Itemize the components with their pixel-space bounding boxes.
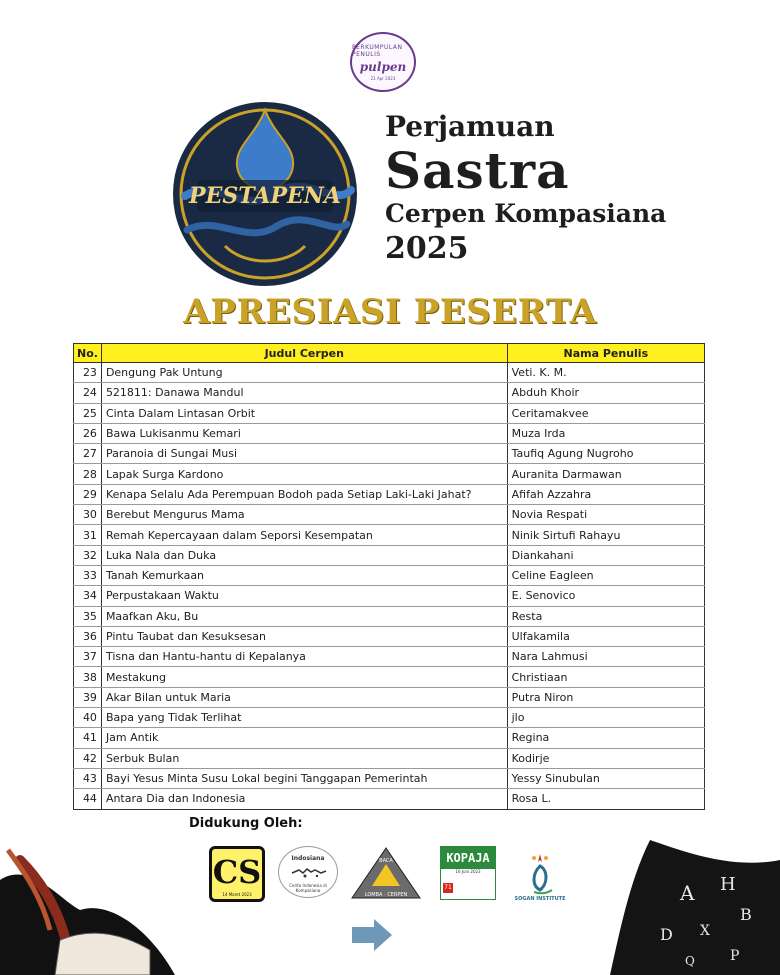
- row-number: 36: [74, 626, 102, 646]
- author-name: Diankahani: [507, 545, 704, 565]
- table-row: [74, 464, 705, 484]
- row-number: 35: [74, 606, 102, 626]
- author-name: Resta: [507, 606, 704, 626]
- author-name: Putra Niron: [507, 687, 704, 707]
- header-title: Judul Cerpen: [101, 344, 507, 363]
- story-title: Bayi Yesus Minta Susu Lokal begini Tanggapan Pemerintah: [101, 768, 507, 788]
- page-heading: APRESIASI PESERTA: [183, 292, 597, 332]
- lomba-cerpen-logo: [350, 846, 422, 900]
- supported-by-label: Didukung Oleh:: [189, 816, 303, 831]
- participants-table: [73, 343, 705, 810]
- author-name: Ninik Sirtufi Rahayu: [507, 525, 704, 545]
- row-number: 26: [74, 423, 102, 443]
- badge-date: 21 Apr 2023: [370, 75, 396, 81]
- author-name: Ulfakamila: [507, 626, 704, 646]
- author-name: Auranita Darmawan: [507, 464, 704, 484]
- table-row: [74, 708, 705, 728]
- pulpen-logo: [350, 32, 416, 92]
- header-no: No.: [74, 344, 102, 363]
- row-number: 31: [74, 525, 102, 545]
- author-name: Ceritamakvee: [507, 403, 704, 423]
- table-row: [74, 403, 705, 423]
- story-title: Kenapa Selalu Ada Perempuan Bodoh pada Setiap Laki-Laki Jahat?: [101, 484, 507, 504]
- event-title: [385, 110, 705, 268]
- story-title: Pintu Taubat dan Kesuksesan: [101, 626, 507, 646]
- author-name: Rosa L.: [507, 789, 704, 809]
- story-title: Cinta Dalam Lintasan Orbit: [101, 403, 507, 423]
- table-body: [74, 363, 705, 810]
- title-line3: Cerpen Kompasiana: [385, 199, 667, 228]
- cs-logo-text: CS: [212, 853, 262, 891]
- title-line1: Perjamuan: [385, 110, 555, 143]
- svg-text:LOMBA · CERPEN: LOMBA · CERPEN: [364, 892, 408, 898]
- sogan-name: SOGAN INSTITUTE: [514, 896, 566, 902]
- table-row: [74, 383, 705, 403]
- cs-logo-caption: 14 Maret 2023: [222, 892, 252, 897]
- table-row: [74, 789, 705, 809]
- story-title: Akar Bilan untuk Maria: [101, 687, 507, 707]
- table-row: [74, 647, 705, 667]
- row-number: 28: [74, 464, 102, 484]
- letters-decoration: [610, 840, 780, 975]
- author-name: Nara Lahmusi: [507, 647, 704, 667]
- story-title: Antara Dia dan Indonesia: [101, 789, 507, 809]
- story-title: Berebut Mengurus Mama: [101, 505, 507, 525]
- row-number: 30: [74, 505, 102, 525]
- row-number: 23: [74, 363, 102, 383]
- table-row: [74, 505, 705, 525]
- table-row: [74, 586, 705, 606]
- row-number: 44: [74, 789, 102, 809]
- svg-text:A: A: [680, 881, 695, 905]
- row-number: 34: [74, 586, 102, 606]
- author-name: Veti. K. M.: [507, 363, 704, 383]
- table-row: [74, 444, 705, 464]
- story-title: Dengung Pak Untung: [101, 363, 507, 383]
- kopaja-name: KOPAJA: [441, 847, 495, 869]
- story-title: Lapak Surga Kardono: [101, 464, 507, 484]
- table-row: [74, 728, 705, 748]
- row-number: 24: [74, 383, 102, 403]
- indonesia-map-icon: [291, 864, 327, 880]
- story-title: Paranoia di Sungai Musi: [101, 444, 507, 464]
- author-name: Regina: [507, 728, 704, 748]
- row-number: 38: [74, 667, 102, 687]
- row-number: 33: [74, 565, 102, 585]
- table-row: [74, 606, 705, 626]
- story-title: Bapa yang Tidak Terlihat: [101, 708, 507, 728]
- table-row: [74, 525, 705, 545]
- badge-arc-text: PERKUMPULAN PENULIS: [352, 43, 403, 58]
- row-number: 27: [74, 444, 102, 464]
- table-row: [74, 423, 705, 443]
- kopaja-badge: 71: [444, 884, 452, 891]
- quill-book-decoration: [0, 840, 175, 975]
- table-row: [74, 687, 705, 707]
- author-name: jlo: [507, 708, 704, 728]
- svg-text:P: P: [730, 948, 740, 964]
- table-row: [74, 565, 705, 585]
- pestapena-emblem: [165, 96, 365, 292]
- row-number: 37: [74, 647, 102, 667]
- author-name: Taufiq Agung Nugroho: [507, 444, 704, 464]
- author-name: Novia Respati: [507, 505, 704, 525]
- svg-text:D: D: [660, 925, 673, 944]
- table-row: [74, 363, 705, 383]
- svg-text:BACA: BACA: [379, 858, 393, 864]
- indosiana-logo: [278, 846, 338, 898]
- author-name: E. Senovico: [507, 586, 704, 606]
- title-line2: Sastra: [385, 141, 570, 200]
- table-row: [74, 768, 705, 788]
- emblem-text: PESTAPENA: [189, 183, 341, 209]
- header-author: Nama Penulis: [507, 344, 704, 363]
- table-row: [74, 667, 705, 687]
- row-number: 40: [74, 708, 102, 728]
- story-title: Maafkan Aku, Bu: [101, 606, 507, 626]
- story-title: 521811: Danawa Mandul: [101, 383, 507, 403]
- story-title: Bawa Lukisanmu Kemari: [101, 423, 507, 443]
- kopaja-logo: [440, 846, 496, 900]
- story-title: Luka Nala dan Duka: [101, 545, 507, 565]
- row-number: 42: [74, 748, 102, 768]
- author-name: Afifah Azzahra: [507, 484, 704, 504]
- table-row: [74, 748, 705, 768]
- story-title: Remah Kepercayaan dalam Seporsi Kesempatan: [101, 525, 507, 545]
- cs-logo: [209, 846, 265, 902]
- badge-name: pulpen: [359, 59, 407, 74]
- row-number: 43: [74, 768, 102, 788]
- indosiana-caption: Cerita Indonesia di Kompasiana: [289, 883, 327, 893]
- svg-text:Q: Q: [685, 954, 695, 968]
- story-title: Mestakung: [101, 667, 507, 687]
- author-name: Christiaan: [507, 667, 704, 687]
- table-row: [74, 545, 705, 565]
- arrow-right-icon: [350, 917, 394, 953]
- story-title: Perpustakaan Waktu: [101, 586, 507, 606]
- row-number: 39: [74, 687, 102, 707]
- svg-text:B: B: [740, 905, 752, 924]
- table-row: [74, 484, 705, 504]
- title-line4: 2025: [385, 231, 469, 266]
- story-title: Tanah Kemurkaan: [101, 565, 507, 585]
- row-number: 29: [74, 484, 102, 504]
- kopaja-date: 16 Juni 2023: [455, 869, 481, 874]
- sogan-icon: [520, 848, 560, 896]
- indosiana-name: Indosiana: [291, 855, 325, 862]
- story-title: Serbuk Bulan: [101, 748, 507, 768]
- row-number: 32: [74, 545, 102, 565]
- story-title: Tisna dan Hantu-hantu di Kepalanya: [101, 647, 507, 667]
- author-name: Celine Eagleen: [507, 565, 704, 585]
- author-name: Muza Irda: [507, 423, 704, 443]
- author-name: Abduh Khoir: [507, 383, 704, 403]
- author-name: Kodirje: [507, 748, 704, 768]
- table-row: [74, 626, 705, 646]
- svg-text:X: X: [700, 923, 710, 939]
- row-number: 41: [74, 728, 102, 748]
- author-name: Yessy Sinubulan: [507, 768, 704, 788]
- sogan-logo: [514, 848, 566, 918]
- table-header-row: [74, 344, 705, 363]
- svg-text:H: H: [720, 874, 736, 895]
- story-title: Jam Antik: [101, 728, 507, 748]
- row-number: 25: [74, 403, 102, 423]
